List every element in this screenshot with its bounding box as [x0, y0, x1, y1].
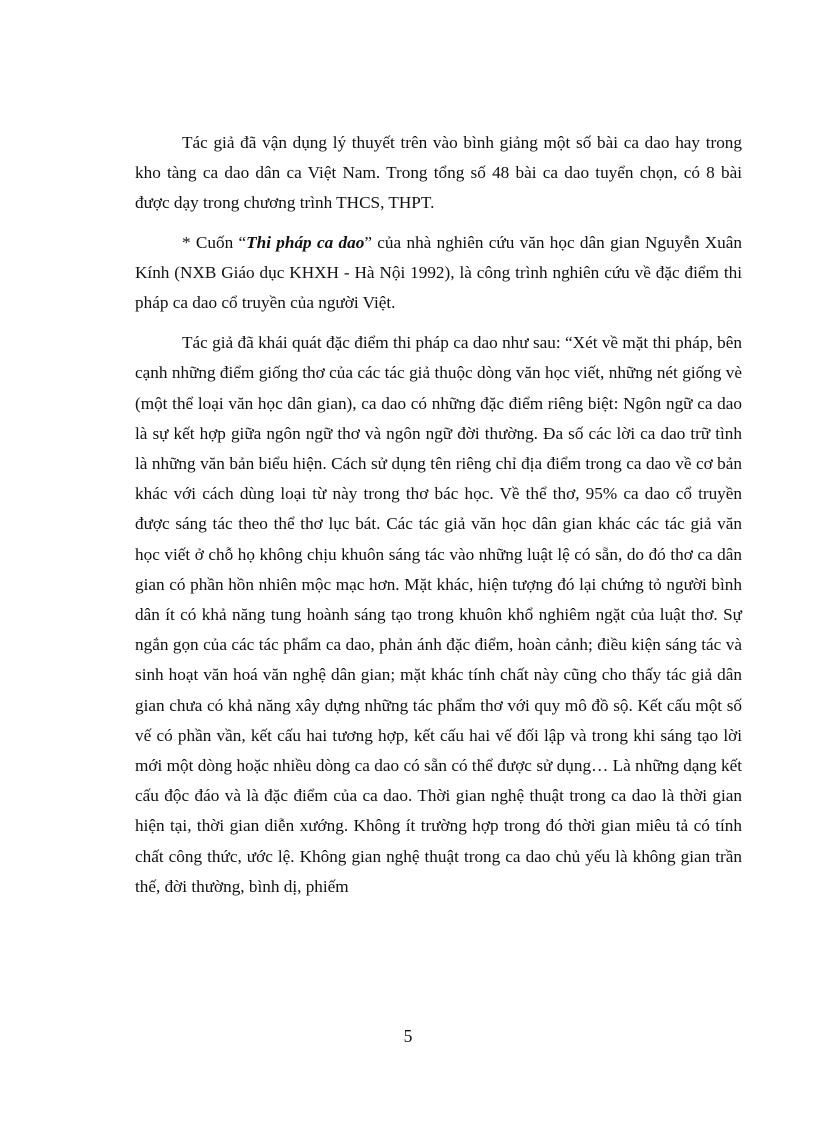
paragraph-1: Tác giả đã vận dụng lý thuyết trên vào bình giảng một số bài ca dao hay trong kho tàng ca dao dân ca Việt Nam. Trong tổng số 48 bài ca dao tuyển chọn, có 8 bài được dạy trong chương trình THCS, THPT. [135, 133, 742, 213]
page-number: 5 [403, 1026, 413, 1046]
book-description: ” của nhà nghiên cứu văn học dân gian Nguyễn Xuân Kính (NXB Giáo dục KHXH - Hà Nội 1992), là công trình nghiên cứu về đặc điểm thi pháp ca dao cổ truyền của người Việt. [135, 232, 742, 313]
body-text [135, 128, 742, 902]
paragraph-3: Tác giả đã khái quát đặc điểm thi pháp ca dao như sau: “Xét về mặt thi pháp, bên cạnh những điểm giống thơ của các tác giả thuộc dòng văn học viết, những nét giống vè (một thể loại văn học dân gian), ca dao có những đặc điểm riêng biệt: Ngôn ngữ ca dao là sự kết hợp giữa ngôn ngữ thơ và ngôn ngữ đời thường. Đa số các lời ca dao trữ tình là những văn bản biểu hiện. Cách sử dụng tên riêng chỉ địa điểm trong ca dao về cơ bản khác với cách dùng loại từ này trong thơ bác học. Về thể thơ, 95% ca dao cổ truyền được sáng tác theo thể thơ lục bát. Các tác giả văn học dân gian khác các tác giả văn học viết ở chỗ họ không chịu khuôn sáng tác vào những luật lệ có sẵn, do đó thơ ca dân gian có phần hồn nhiên mộc mạc hơn. Mặt khác, hiện tượng đó lại chứng tỏ người bình dân ít có khả năng tung hoành sáng tạo trong khuôn khổ nghiêm ngặt của luật thơ. Sự ngắn gọn của các tác phẩm ca dao, phản ánh đặc điểm, hoàn cảnh; điều kiện sáng tác và sinh hoạt văn hoá văn nghệ dân gian; mặt khác tính chất này cũng cho thấy tác giả dân gian chưa có khả năng xây dựng những tác phẩm thơ với quy mô đồ sộ. Kết cấu một số vế có phần vần, kết cấu hai tương hợp, kết cấu hai vế đối lập và trong khi sáng tạo lời mới một dòng hoặc nhiều dòng ca dao có sẵn có thể được sử dụng… Là những dạng kết cấu độc đáo và là đặc điểm của ca dao. Thời gian nghệ thuật trong ca dao là thời gian hiện tại, thời gian diễn xướng. Không ít trường hợp trong đó thời gian miêu tả có tính chất công thức, ước lệ. Không gian nghệ thuật trong ca dao chủ yếu là không gian trần thế, đời thường, bình dị, phiếm [135, 333, 742, 896]
book-title: Thi pháp ca dao [246, 232, 365, 252]
book-intro: * Cuốn “ [182, 232, 247, 252]
paragraph-2 [135, 228, 742, 319]
